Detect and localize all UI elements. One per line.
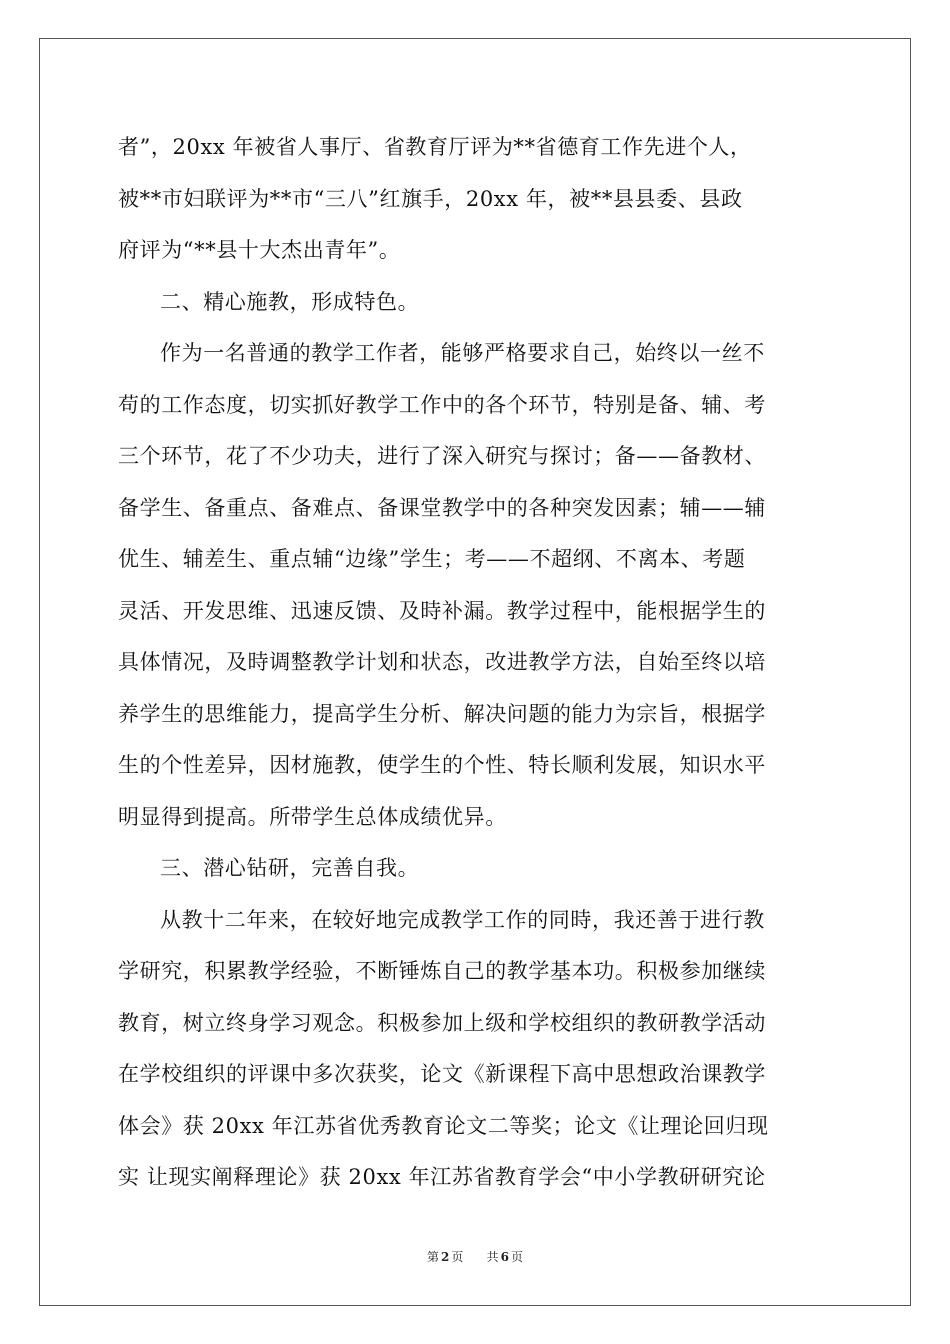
page-prefix: 第 <box>426 1250 439 1264</box>
paragraph-first-line: 从教十二年来，在较好地完成教学工作的同時，我还善于进行教 <box>160 907 765 932</box>
text-line: 灵活、开发思维、迅速反馈、及時补漏。教学过程中，能根据学生的 <box>118 598 766 623</box>
document-body <box>118 122 838 1204</box>
text-line: 三个环节，花了不少功夫，进行了深入研究与探讨；备——备教材、 <box>118 444 766 468</box>
total-pages: 6 <box>500 1250 509 1264</box>
total-prefix: 共 <box>486 1250 499 1264</box>
text-line: 者”，20xx 年被省人事厅、省教育厅评为**省德育工作先进个人， <box>118 135 752 159</box>
section-heading: 三、潜心钻研，完善自我。 <box>160 856 420 880</box>
text-line: 生的个性差异，因材施教，使学生的个性、特长顺利发展，知识水平 <box>118 753 766 777</box>
total-suffix: 页 <box>511 1250 524 1264</box>
text-line: 优生、辅差生、重点辅“边缘”学生；考——不超纲、不离本、考题 <box>118 547 746 571</box>
paragraph-first-line: 作为一名普通的教学工作者，能够严格要求自己，始终以一丝不 <box>160 341 765 365</box>
text-line: 具体情况，及時调整教学计划和状态，改进教学方法，自始至终以培 <box>118 650 766 674</box>
text-line: 被**市妇联评为**市“三八”红旗手，20xx 年，被**县县委、县政 <box>118 186 743 211</box>
text-line: 在学校组织的评课中多次获奖，论文《新课程下高中思想政治课教学 <box>118 1062 766 1086</box>
text-line: 学研究，积累教学经验，不断锤炼自己的教学基本功。积极参加继续 <box>118 959 766 983</box>
text-line: 养学生的思维能力，提高学生分析、解决问题的能力为宗旨，根据学 <box>118 701 766 726</box>
page-footer <box>0 1248 950 1265</box>
text-line: 备学生、备重点、备难点、备课堂教学中的各种突发因素；辅——辅 <box>118 495 766 520</box>
text-line: 府评为“**县十大杰出青年”。 <box>118 238 401 262</box>
page-indicator <box>425 1250 465 1264</box>
total-pages-indicator <box>485 1250 525 1264</box>
page-suffix: 页 <box>451 1250 464 1264</box>
text-line: 体会》获 20xx 年江苏省优秀教育论文二等奖；论文《让理论回归现 <box>118 1113 769 1138</box>
section-heading: 二、精心施教，形成特色。 <box>160 289 420 314</box>
text-line: 明显得到提高。所带学生总体成绩优异。 <box>118 804 507 829</box>
text-line: 教育，树立终身学习观念。积极参加上级和学校组织的教研教学活动 <box>118 1010 766 1035</box>
text-line: 实 让现实阐释理论》获 20xx 年江苏省教育学会“中小学教研研究论 <box>118 1165 766 1189</box>
page-number: 2 <box>440 1250 450 1264</box>
text-line: 苟的工作态度，切实抓好教学工作中的各个环节，特别是备、辅、考 <box>118 392 766 417</box>
